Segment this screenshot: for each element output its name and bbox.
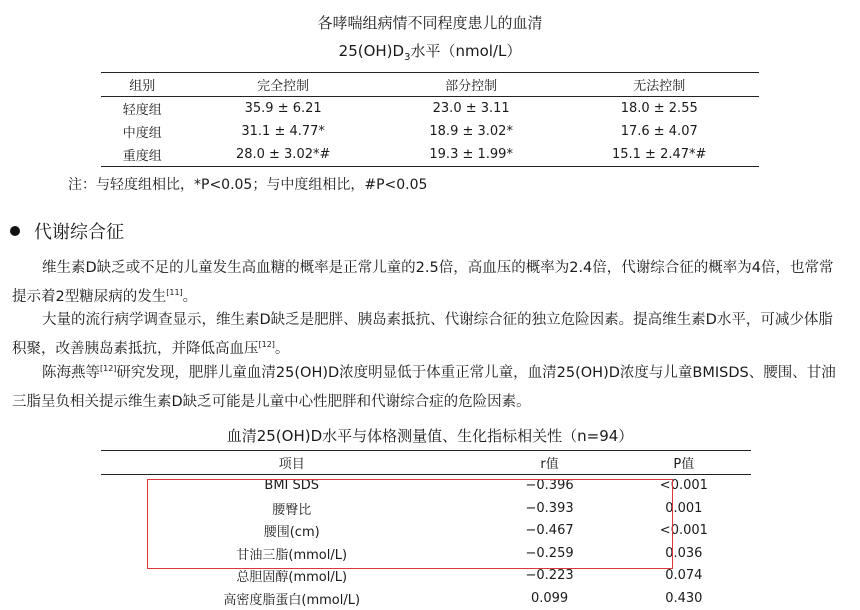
table1-cell: 28.0 ± 3.02*# [235,147,331,162]
table2-cell: <0.001 [659,478,708,494]
table2-cell: 0.099 [530,590,569,606]
citation: [12] [100,364,117,374]
table1-cell: 18.0 ± 2.55 [620,101,698,116]
section-heading [10,218,124,244]
table1-header-row [101,73,759,97]
table2-cell: <0.001 [659,523,708,539]
table2-cell: 甘油三脂(mmol/L) [236,547,348,563]
table1-cell: 23.0 ± 3.11 [432,101,510,116]
table2-cell: 0.036 [665,545,703,561]
table-row [101,587,751,610]
table1-title: 各哮喘组病情不同程度患儿的血清 [317,14,543,32]
table1-cell: 17.6 ± 4.07 [620,124,698,139]
table2-cell: 高密度脂蛋白(mmol/L) [223,592,361,608]
table2-cell: BMI SDS [264,478,320,494]
table-row [101,97,759,121]
table2-cell: 0.001 [665,500,703,516]
table-row [101,143,759,167]
table1-cell: 18.9 ± 3.02* [429,124,513,139]
paragraph-1: 维生素D缺乏或不足的儿童发生高血糖的概率是正常儿童的2.5倍，高血压的概率为2.4倍，代谢综合征的概率为4倍，也常常提示着2型糖尿病的发生[11]。 [12,260,834,305]
table1-cell: 35.9 ± 6.21 [244,101,322,116]
table2-cell: −0.393 [525,500,574,516]
section-heading-text: 代谢综合征 [34,222,124,243]
table2-cell: −0.223 [525,568,574,584]
table1-header: 无法控制 [633,79,686,94]
table1-cell: 15.1 ± 2.47*# [611,147,707,162]
table1-cell: 轻度组 [122,103,162,118]
table1-header: 完全控制 [257,79,310,94]
table2-cell: 腰臀比 [272,502,312,518]
table2-cell: −0.467 [525,523,574,539]
table1-cell: 19.3 ± 1.99* [429,147,513,162]
table2-cell: −0.259 [525,545,574,561]
table2-cell: −0.396 [525,478,574,494]
citation: [11] [166,288,183,298]
table2-header: r值 [540,456,559,472]
table1-cell: 中度组 [122,126,162,141]
table2-header: 项目 [278,456,305,472]
table1-header: 部分控制 [445,79,498,94]
table1 [101,72,759,167]
citation: [12] [258,340,275,350]
table1-cell: 31.1 ± 4.77* [241,124,325,139]
highlight-box [147,479,673,569]
table2-header-row [101,451,751,475]
table1-header: 组别 [129,79,156,94]
paragraph-3: 陈海燕等[12]研究发现，肥胖儿童血清25(OH)D浓度明显低于体重正常儿童，血清25(OH)D浓度与儿童BMISDS、腰围、甘油三脂呈负相关提示维生素D缺乏可能是儿童中心性肥胖和代谢综合症的危险因素。 [12,364,836,410]
bullet-icon [10,226,20,236]
table2-cell: 腰围(cm) [263,525,320,541]
table1-note: 注：与轻度组相比，*P<0.05；与中度组相比，#P<0.05 [68,177,428,193]
table2-cell: 0.074 [665,568,703,584]
table2-header: P值 [673,456,695,472]
paragraph-2: 大量的流行病学调查显示，维生素D缺乏是肥胖、胰岛素抵抗、代谢综合征的独立危险因素。提高维生素D水平，可减少体脂积聚，改善胰岛素抵抗，并降低高血压[12]。 [12,312,833,357]
table2-cell: 总胆固醇(mmol/L) [236,570,348,586]
table2-title: 血清25(OH)D水平与体格测量值、生化指标相关性（n=94） [226,427,634,445]
table-row [101,120,759,143]
table1-cell: 重度组 [122,149,162,164]
table2-cell: 0.430 [665,590,703,606]
table1-subtitle: $25(OH)D_3$水平（nmol/L） [338,42,522,63]
